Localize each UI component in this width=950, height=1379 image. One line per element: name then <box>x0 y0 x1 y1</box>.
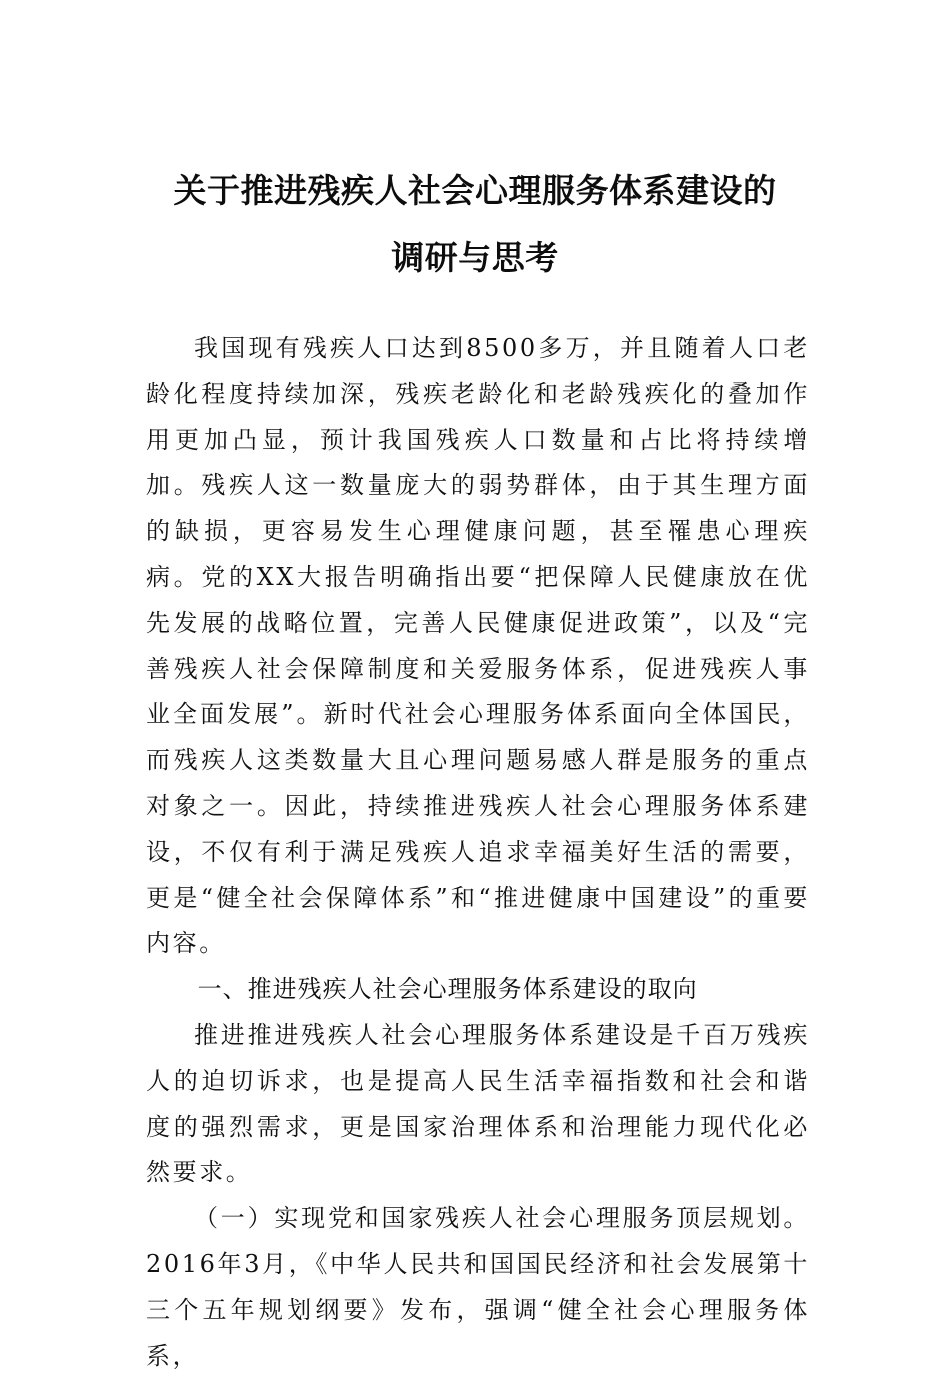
document-title-line-2: 调研与思考 <box>391 238 559 277</box>
document-title-line-1: 关于推进残疾人社会心理服务体系建设的 <box>173 171 777 210</box>
paragraph-orientation: 推进推进残疾人社会心理服务体系建设是千百万残疾人的迫切诉求，也是提高人民生活幸福指数和社会和谐度的强烈需求，更是国家治理体系和治理能力现代化必然要求。 <box>146 1020 810 1187</box>
paragraph-subsection-1: （一）实现党和国家残疾人社会心理服务顶层规划。2016年3月，《中华人民共和国国民经济和社会发展第十三个五年规划纲要》发布，强调“健全社会心理服务体系， <box>146 1204 810 1370</box>
paragraph-intro: 我国现有残疾人口达到8500多万，并且随着人口老龄化程度持续加深，残疾老龄化和老龄残疾化的叠加作用更加凸显，预计我国残疾人口数量和占比将持续增加。残疾人这一数量庞大的弱势群体，由于其生理方面的缺损，更容易发生心理健康问题，甚至罹患心理疾病。党的XX大报告明确指出要“把保障人民健康放在优先发展的战略位置，完善人民健康促进政策”，以及“完善残疾人社会保障制度和关爱服务体系，促进残疾人事业全面发展”。新时代社会心理服务体系面向全体国民，而残疾人这类数量大且心理问题易感人群是服务的重点对象之一。因此，持续推进残疾人社会心理服务体系建设，不仅有利于满足残疾人追求幸福美好生活的需要，更是“健全社会保障体系”和“推进健康中国建设”的重要内容。 <box>146 334 810 958</box>
section-heading: 一、推进残疾人社会心理服务体系建设的取向 <box>197 975 698 1004</box>
document-body <box>146 326 810 1379</box>
